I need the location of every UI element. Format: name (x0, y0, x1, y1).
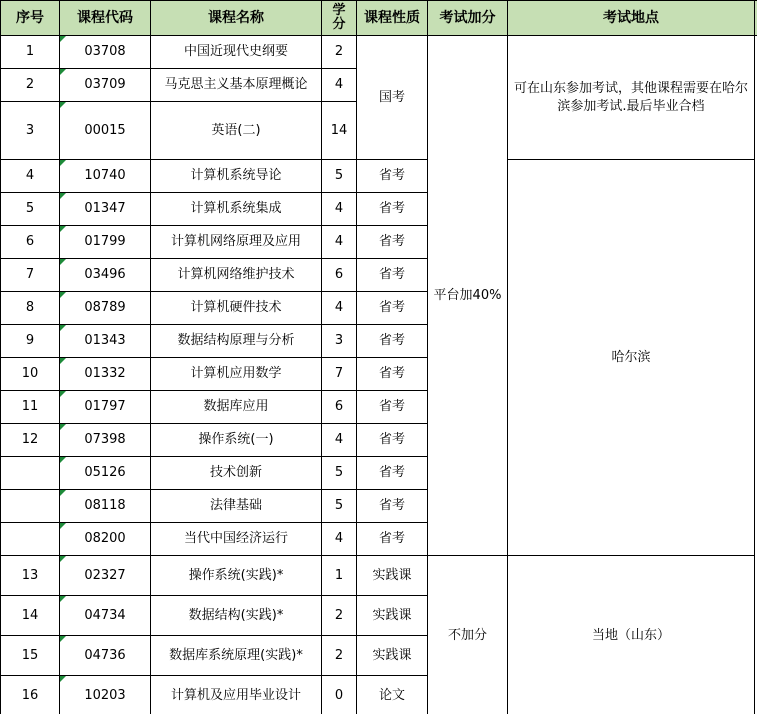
cell-credit[interactable]: 4 (322, 69, 357, 102)
cell-credit[interactable]: 4 (322, 292, 357, 325)
table-row (1, 160, 757, 193)
cell-seq[interactable] (1, 457, 60, 490)
cell-code[interactable]: 01343 (60, 325, 151, 358)
cell-credit[interactable]: 14 (322, 102, 357, 160)
cell-type-merged[interactable]: 国考 (357, 36, 428, 160)
cell-name[interactable]: 数据结构原理与分析 (151, 325, 322, 358)
cell-code[interactable]: 08118 (60, 490, 151, 523)
header-type: 课程性质 (357, 1, 428, 36)
cell-name[interactable]: 计算机应用数学 (151, 358, 322, 391)
header-credit-label: 学 分 (332, 3, 346, 32)
cell-credit[interactable]: 5 (322, 490, 357, 523)
header-bonus: 考试加分 (428, 1, 508, 36)
cell-credit[interactable]: 4 (322, 523, 357, 556)
cell-seq[interactable]: 3 (1, 102, 60, 160)
cell-name[interactable]: 计算机系统导论 (151, 160, 322, 193)
cell-bonus-merged[interactable]: 平台加40% (428, 36, 508, 556)
cell-code[interactable]: 01799 (60, 226, 151, 259)
cell-type[interactable]: 省考 (357, 325, 428, 358)
cell-name[interactable]: 数据结构(实践)* (151, 596, 322, 636)
cell-name[interactable]: 操作系统(实践)* (151, 556, 322, 596)
table-row (1, 36, 757, 69)
cell-credit[interactable]: 2 (322, 36, 357, 69)
cell-name[interactable]: 技术创新 (151, 457, 322, 490)
cell-seq[interactable]: 15 (1, 636, 60, 676)
cell-type[interactable]: 实践课 (357, 636, 428, 676)
cell-code[interactable]: 01347 (60, 193, 151, 226)
cell-type[interactable]: 省考 (357, 193, 428, 226)
cell-type[interactable]: 实践课 (357, 596, 428, 636)
cell-type[interactable]: 省考 (357, 457, 428, 490)
cell-credit[interactable]: 5 (322, 457, 357, 490)
cell-code[interactable]: 10740 (60, 160, 151, 193)
cell-location-harbin[interactable]: 哈尔滨 (508, 160, 755, 556)
cell-seq[interactable]: 8 (1, 292, 60, 325)
cell-code[interactable]: 04734 (60, 596, 151, 636)
cell-credit[interactable]: 2 (322, 636, 357, 676)
cell-name[interactable]: 计算机网络维护技术 (151, 259, 322, 292)
cell-credit[interactable]: 7 (322, 358, 357, 391)
cell-seq[interactable] (1, 523, 60, 556)
cell-code[interactable]: 03709 (60, 69, 151, 102)
header-seq: 序号 (1, 1, 60, 36)
cell-type[interactable]: 省考 (357, 391, 428, 424)
cell-seq[interactable]: 10 (1, 358, 60, 391)
cell-name[interactable]: 中国近现代史纲要 (151, 36, 322, 69)
cell-seq[interactable]: 9 (1, 325, 60, 358)
cell-name[interactable]: 当代中国经济运行 (151, 523, 322, 556)
cell-type[interactable]: 省考 (357, 490, 428, 523)
cell-type[interactable]: 省考 (357, 424, 428, 457)
cell-seq[interactable]: 5 (1, 193, 60, 226)
cell-code[interactable]: 05126 (60, 457, 151, 490)
cell-seq[interactable] (1, 490, 60, 523)
cell-type[interactable]: 省考 (357, 160, 428, 193)
cell-location-note[interactable]: 可在山东参加考试，其他课程需要在哈尔滨参加考试.最后毕业合档 (508, 36, 755, 160)
table-row (1, 556, 757, 596)
cell-seq[interactable]: 14 (1, 596, 60, 636)
cell-code[interactable]: 03708 (60, 36, 151, 69)
cell-code[interactable]: 03496 (60, 259, 151, 292)
cell-credit[interactable]: 3 (322, 325, 357, 358)
cell-seq[interactable]: 6 (1, 226, 60, 259)
cell-type[interactable]: 省考 (357, 358, 428, 391)
cell-type[interactable]: 省考 (357, 259, 428, 292)
cell-seq[interactable]: 1 (1, 36, 60, 69)
cell-credit[interactable]: 1 (322, 556, 357, 596)
cell-credit[interactable]: 0 (322, 676, 357, 714)
cell-name[interactable]: 数据库应用 (151, 391, 322, 424)
header-row (1, 1, 757, 36)
cell-code[interactable]: 08789 (60, 292, 151, 325)
cell-seq[interactable]: 13 (1, 556, 60, 596)
cell-credit[interactable]: 6 (322, 391, 357, 424)
cell-credit[interactable]: 6 (322, 259, 357, 292)
cell-seq[interactable]: 2 (1, 69, 60, 102)
cell-name[interactable]: 法律基础 (151, 490, 322, 523)
cell-type[interactable]: 实践课 (357, 556, 428, 596)
cell-name[interactable]: 英语(二) (151, 102, 322, 160)
header-credit (322, 1, 357, 36)
cell-code[interactable]: 07398 (60, 424, 151, 457)
cell-credit[interactable]: 2 (322, 596, 357, 636)
cell-seq[interactable]: 16 (1, 676, 60, 714)
cell-name[interactable]: 马克思主义基本原理概论 (151, 69, 322, 102)
cell-type[interactable]: 省考 (357, 523, 428, 556)
cell-name[interactable]: 数据库系统原理(实践)* (151, 636, 322, 676)
cell-bonus-none[interactable]: 不加分 (428, 556, 508, 714)
cell-seq[interactable]: 11 (1, 391, 60, 424)
cell-seq[interactable]: 12 (1, 424, 60, 457)
cell-type[interactable]: 论文 (357, 676, 428, 714)
cell-name[interactable]: 计算机系统集成 (151, 193, 322, 226)
header-code: 课程代码 (60, 1, 151, 36)
cell-credit[interactable]: 4 (322, 424, 357, 457)
cell-credit[interactable]: 4 (322, 193, 357, 226)
cell-type[interactable]: 省考 (357, 292, 428, 325)
cell-code[interactable]: 00015 (60, 102, 151, 160)
cell-code[interactable]: 01332 (60, 358, 151, 391)
cell-name[interactable]: 计算机网络原理及应用 (151, 226, 322, 259)
cell-credit[interactable]: 5 (322, 160, 357, 193)
cell-credit[interactable]: 4 (322, 226, 357, 259)
header-location: 考试地点 (508, 1, 755, 36)
cell-code[interactable]: 08200 (60, 523, 151, 556)
cell-seq[interactable]: 7 (1, 259, 60, 292)
cell-code[interactable]: 10203 (60, 676, 151, 714)
cell-code[interactable]: 04736 (60, 636, 151, 676)
cell-name[interactable]: 计算机及应用毕业设计 (151, 676, 322, 714)
cell-seq[interactable]: 4 (1, 160, 60, 193)
cell-name[interactable]: 操作系统(一) (151, 424, 322, 457)
cell-code[interactable]: 02327 (60, 556, 151, 596)
cell-code[interactable]: 01797 (60, 391, 151, 424)
cell-location-local[interactable]: 当地（山东） (508, 556, 755, 714)
cell-name[interactable]: 计算机硬件技术 (151, 292, 322, 325)
header-name: 课程名称 (151, 1, 322, 36)
cell-type[interactable]: 省考 (357, 226, 428, 259)
